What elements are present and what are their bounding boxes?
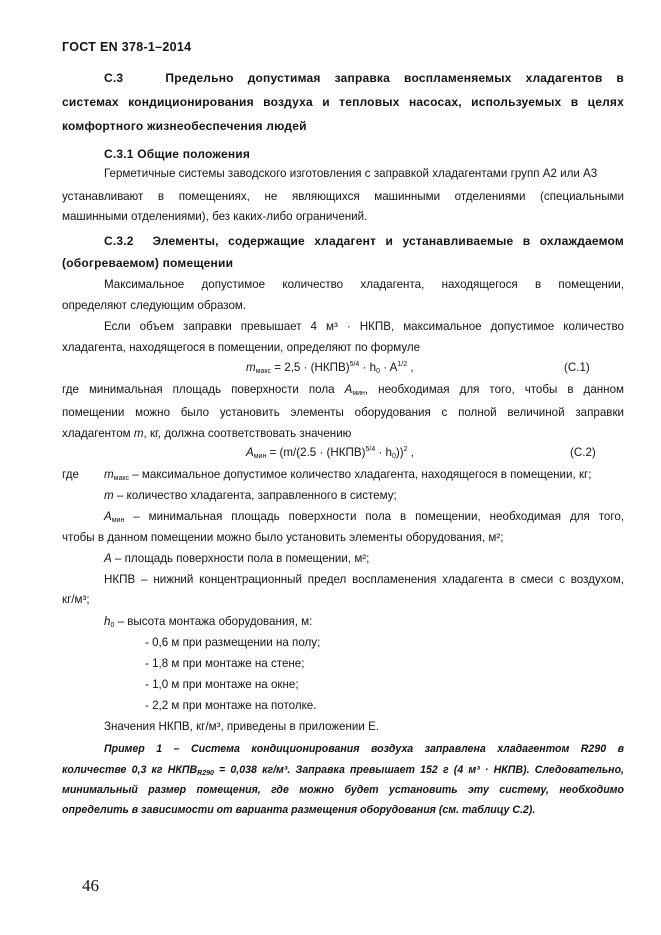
section-c31-para-line2: устанавливают в помещениях, не являющихся машинными отделениями (специальными [62,190,624,203]
definition-nkpv-line1: НКПВ – нижний концентрационный предел воспламенения хладагента в смеси с воздухом, [104,573,624,586]
definition-nkpv-line2: кг/м³; [62,593,90,606]
formula-c2-number: (С.2) [570,446,596,459]
definition-m-max: $m_{макс}$ – максимальное допустимое количество хладагента, находящегося в помещении, кг; [104,468,592,482]
section-c32-title-line1: С.3.2 Элементы, содержащие хладагент и устанавливаемые в охлаждаемом [104,234,624,248]
list-item: - 0,6 м при размещении на полу; [145,636,321,649]
formula-c2: $A_{мин} = (m/(2.5$ · (НКПВ)$^{5/4}$ · $h_0))^2$ , [246,446,414,460]
section-c31-title: С.3.1 Общие положения [104,147,251,161]
example-line4: определить в зависимости от варианта размещения оборудования (см. таблицу С.2). [62,804,536,816]
example-line2: количестве 0,3 кг $НКПВ_{R290} = 0,038$ кг/м³. Заправка превышает 152 г (4 м³ · НКПВ). Следовательно, [62,764,624,777]
section-c32-para2-line1: Если объем заправки превышает 4 м³ · НКПВ, максимальное допустимое количество [104,320,624,333]
definition-a-min-line1: $A_{мин}$ – минимальная площадь поверхности пола в помещении, необходимая для того, [104,510,624,524]
section-c32-title-line2: (обогреваемом) помещении [62,256,234,270]
list-item: - 1,0 м при монтаже на окне; [145,678,299,691]
section-c31-para-line1: Герметичные системы заводского изготовления с заправкой хладагентами групп А2 или А3 [104,167,598,180]
formula-c1: $m_{макс} = 2,5$ · (НКПВ)$^{5/4}$ · $h_0 \cdot A^{1/2}$ , [246,361,414,375]
section-c31-para-line3: машинными отделениями), без каких-либо ограничений. [62,210,368,223]
section-c3-title-line1: С.3 Предельно допустимая заправка воспламеняемых хладагентов в [104,71,624,85]
section-c32-para1-line1: Максимальное допустимое количество хладагента, находящегося в помещении, [104,278,624,291]
section-c3-number: С.3 [104,71,124,85]
example-line1: Пример 1 – Система кондиционирования воздуха заправлена хладагентом R290 в [104,743,624,755]
section-c32-para3-line3: хладагентом m, кг, должна соответствовать значению [62,427,352,440]
section-c32-para3-line1: где минимальная площадь поверхности пола $A_{мин}$, необходимая для того, чтобы в данном [62,383,624,397]
definition-a: A – площадь поверхности пола в помещении, м²; [104,552,370,565]
section-c32-para2-line2: хладагента, находящегося в помещении, определяют по формуле [62,341,421,354]
formula-c1-number: (С.1) [564,361,590,374]
section-c32-para1-line2: определяют следующим образом. [62,299,247,312]
definition-m: m – количество хладагента, заправленного в систему; [104,489,397,502]
example-line3: минимальный размер помещения, где можно будет установить эту систему, необходимо [62,784,624,796]
section-c3-title-line2: системах кондиционирования воздуха и тепловых насосах, используемых в целях [62,95,624,109]
standard-header: ГОСТ EN 378-1–2014 [62,40,192,54]
list-item: - 1,8 м при монтаже на стене; [145,657,305,670]
definition-h0: $h_0$ – высота монтажа оборудования, м: [104,615,313,629]
appendix-reference: Значения НКПВ, кг/м³, приведены в приложении Е. [104,720,380,733]
section-c32-para3-line2: помещении можно было установить элементы оборудования с полной величиной заправки [62,406,624,419]
section-c3-title-line3: комфортного жизнеобеспечения людей [62,119,307,133]
page-number: 46 [82,876,99,895]
definition-a-min-line2: чтобы в данном помещении можно было установить элементы оборудования, м²; [62,531,504,544]
list-item: - 2,2 м при монтаже на потолке. [145,699,317,712]
where-label: где [62,468,79,481]
